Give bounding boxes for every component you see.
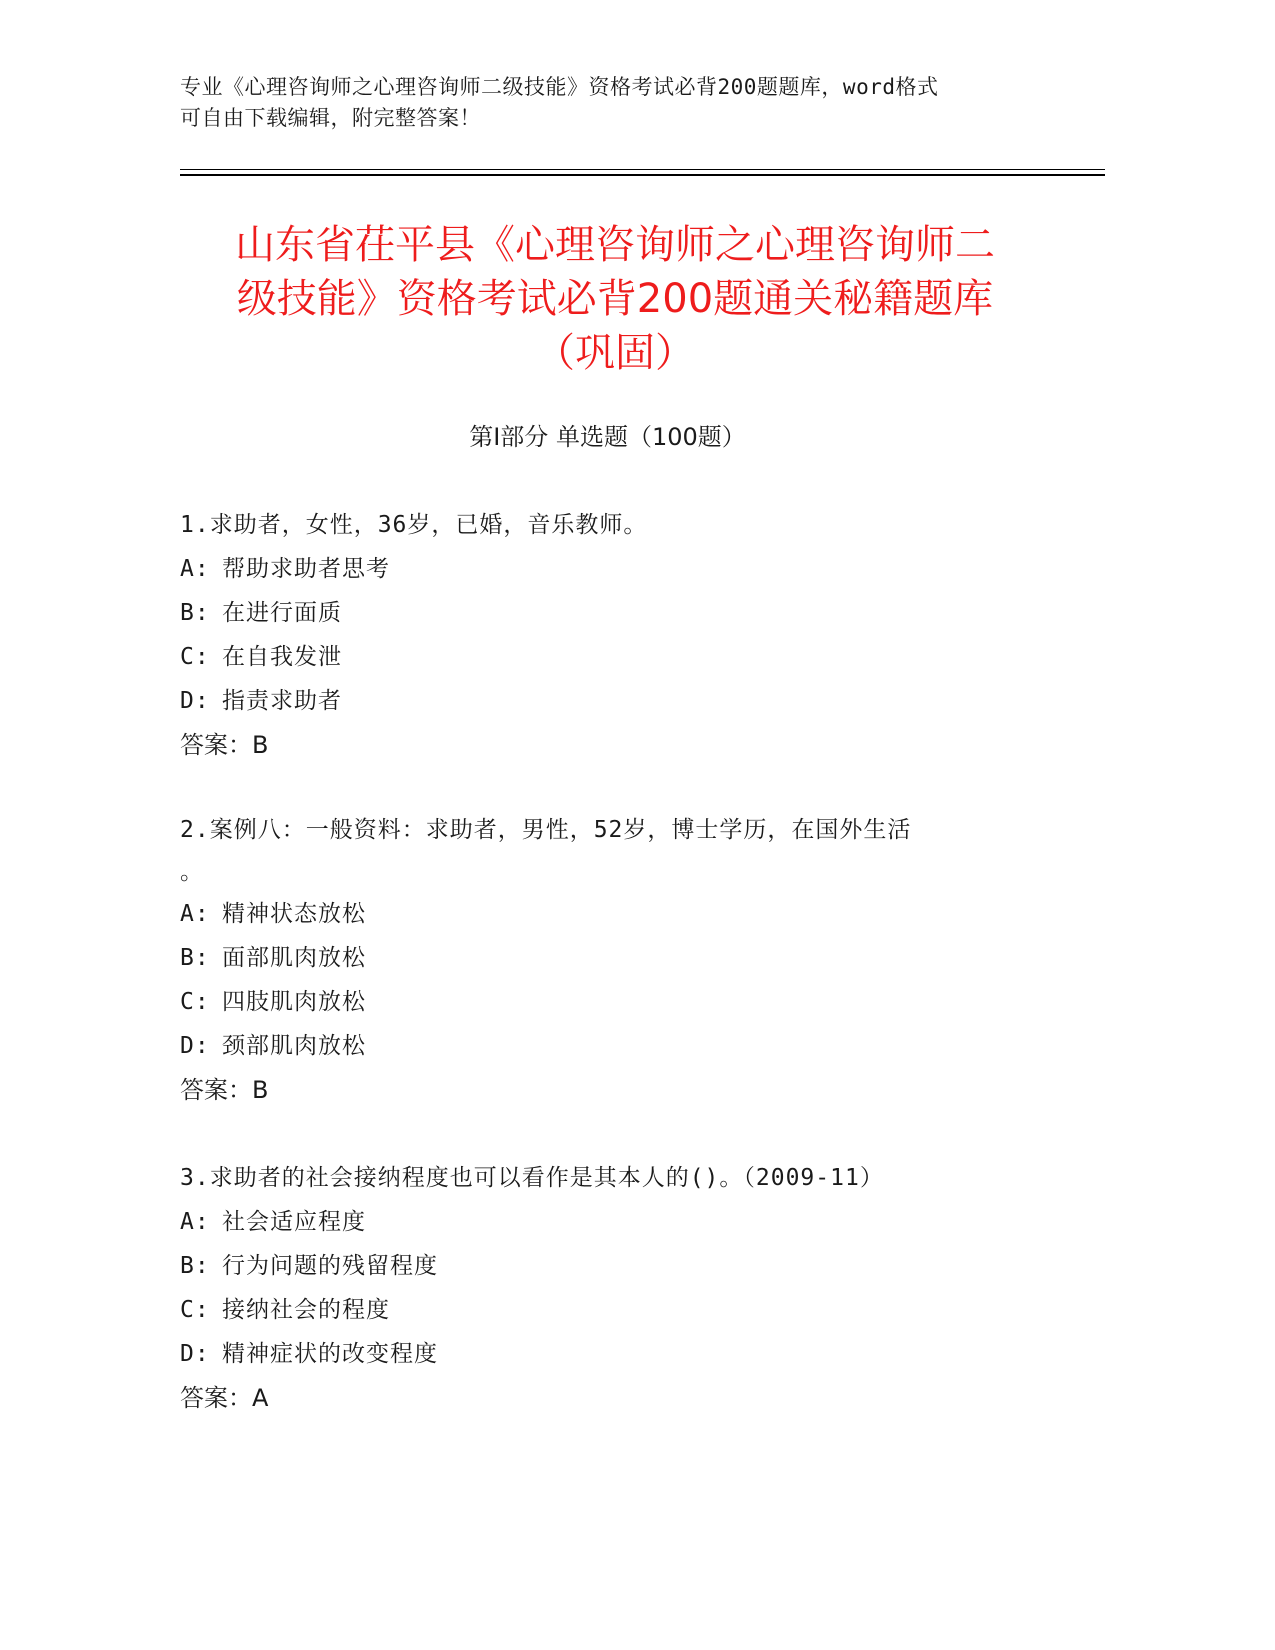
option-label: A: [180,901,210,927]
option-label: A: [180,556,210,582]
answer: 答案：B [180,731,269,759]
option-text: 指责求助者 [222,688,342,714]
option-text: 四肢肌肉放松 [222,989,366,1015]
document-title-line-1: 山东省茌平县《心理咨询师之心理咨询师二 [235,222,995,268]
option-b [180,936,1080,980]
question-stem: 1.求助者，女性，36岁，已婚，音乐教师。 [180,512,648,538]
header-divider-thin [180,169,1105,170]
option-c [180,980,1080,1024]
option-label: C: [180,989,210,1015]
option-d [180,1332,1080,1376]
question-3 [180,1156,1080,1420]
header-divider-thick [180,174,1105,176]
option-label: A: [180,1209,210,1235]
option-d [180,679,1080,723]
section-heading: 第I部分 单选题（100题） [469,423,746,451]
option-text: 面部肌肉放松 [222,945,366,971]
option-text: 颈部肌肉放松 [222,1033,366,1059]
option-a [180,1200,1080,1244]
question-2 [180,808,1080,1112]
header-note-line-2: 可自由下载编辑，附完整答案！ [180,106,481,130]
option-label: C: [180,1297,210,1323]
option-label: B: [180,600,210,626]
option-label: B: [180,1253,210,1279]
option-label: D: [180,1033,210,1059]
option-text: 社会适应程度 [222,1209,366,1235]
option-c [180,635,1080,679]
question-stem: 3.求助者的社会接纳程度也可以看作是其本人的()。（2009-11） [180,1165,884,1191]
option-b [180,1244,1080,1288]
option-text: 在进行面质 [222,600,342,626]
header-note [180,72,1060,134]
option-text: 帮助求助者思考 [222,556,390,582]
option-text: 行为问题的残留程度 [222,1253,438,1279]
question-stem-continuation: 。 [180,859,204,885]
option-d [180,1024,1080,1068]
option-text: 在自我发泄 [222,644,342,670]
option-text: 接纳社会的程度 [222,1297,390,1323]
option-a [180,892,1080,936]
option-text: 精神状态放松 [222,901,366,927]
document-title-line-3: （巩固） [535,330,695,376]
option-c [180,1288,1080,1332]
option-a [180,547,1080,591]
option-text: 精神症状的改变程度 [222,1341,438,1367]
question-1 [180,503,1080,767]
document-title [150,218,1080,380]
answer: 答案：A [180,1384,269,1412]
option-label: B: [180,945,210,971]
option-label: D: [180,1341,210,1367]
document-title-line-2: 级技能》资格考试必背200题通关秘籍题库 [236,276,994,322]
answer: 答案：B [180,1076,269,1104]
question-stem: 2.案例八：一般资料：求助者，男性，52岁，博士学历，在国外生活 [180,817,912,843]
option-label: D: [180,688,210,714]
header-note-line-1: 专业《心理咨询师之心理咨询师二级技能》资格考试必背200题题库，word格式 [180,75,939,99]
option-label: C: [180,644,210,670]
option-b [180,591,1080,635]
